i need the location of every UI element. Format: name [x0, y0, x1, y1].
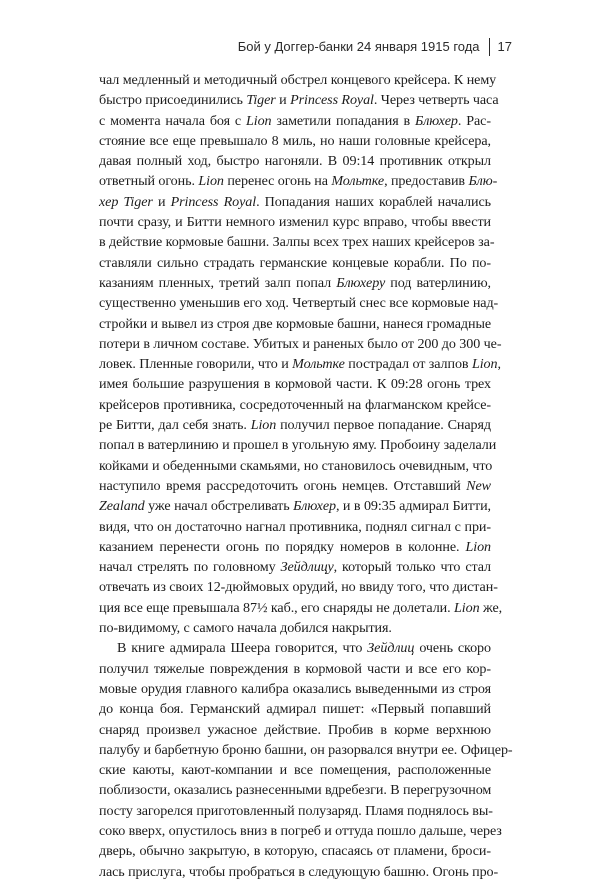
italic-text: Блюхеру [336, 274, 386, 291]
text-run: , предоставив [384, 173, 469, 190]
text-run: получил первое попадание. Снаряд [276, 417, 491, 434]
text-run: по-видимому, с самого начала добился накрытия. [99, 620, 392, 637]
text-line [99, 374, 491, 394]
text-line [99, 598, 503, 618]
text-run: соко вверх, опустилось вниз в погреб и оттуда пошло дальше, через [99, 822, 502, 839]
text-run: отвечать из своих 12-дюймовых орудий, но ввиду того, что дистан- [99, 579, 498, 596]
text-line [99, 862, 499, 882]
italic-text: New [466, 477, 491, 494]
text-run: под ватерлинию, [385, 274, 491, 291]
text-line [99, 841, 491, 861]
running-head-title: Бой у Доггер-банки 24 января 1915 года [237, 39, 480, 54]
text-run: заметили попадания в [271, 112, 415, 129]
text-line [99, 496, 491, 516]
text-line [99, 557, 491, 577]
text-run: существенно уменьшив его ход. Четвертый снес все кормовые над- [99, 295, 499, 312]
text-line [99, 435, 497, 455]
text-run: уже начал обстреливать [144, 498, 294, 515]
text-run: В книге адмирала Шеера говорится, что [117, 640, 368, 657]
text-line [99, 90, 499, 110]
text-run: мовые орудия главного калибра оказались выведенными из строя [99, 680, 491, 697]
text-line [99, 354, 501, 374]
italic-text: Lion [250, 417, 277, 434]
text-run: . Рас- [457, 112, 491, 129]
body-text [99, 70, 513, 882]
text-line [99, 638, 491, 658]
text-run: видя, что он достаточно нагнал противника, поднял сигнал с при- [99, 518, 491, 535]
text-run: казанием перенести огонь по порядку номеров в колонне. [99, 538, 466, 555]
text-run: ре Битти, дал себя знать. [99, 417, 251, 434]
text-run: быстро присоединились [99, 92, 247, 109]
text-run: до конца боя. Германский адмирал пишет: «Первый попавший [99, 701, 491, 718]
text-run: дверь, обычно закрытую, в которую, спасаясь от пламени, броси- [99, 843, 491, 860]
italic-text: Блю- [468, 173, 498, 190]
text-line [99, 659, 491, 679]
paragraph [99, 70, 503, 638]
text-run: посту загорелся приготовленный полузаряд. Пламя поднялось вы- [99, 802, 493, 819]
paragraph [99, 638, 513, 882]
text-line [99, 293, 499, 313]
italic-text: Блюхер [414, 112, 458, 129]
text-line [99, 232, 495, 252]
text-run: перенес огонь на [223, 173, 332, 190]
text-run: , который только что стал [333, 559, 491, 576]
text-run: ставляли сильно страдать германские концевые корабли. По по- [99, 254, 491, 271]
text-line [99, 760, 491, 780]
italic-text: Princess Royal [290, 92, 374, 109]
text-line [99, 699, 491, 719]
italic-text: Lion [465, 538, 491, 555]
text-line [99, 679, 491, 699]
text-run: ответный огонь. [99, 173, 199, 190]
text-run: поблизости, оказались разнесенными вдребезги. В перегрузочном [99, 782, 492, 799]
text-line [99, 131, 491, 151]
text-run: очень скоро [414, 640, 491, 657]
text-run: лась прислуга, чтобы пробраться в следующую башню. Огонь про- [99, 863, 499, 880]
text-run: казаниям пленных, третий залп попал [99, 274, 337, 291]
text-line [99, 456, 491, 476]
text-run: давая полный ход, быстро нагоняли. В 09:14 противник открыл [99, 153, 491, 170]
text-line [99, 334, 502, 354]
text-line [99, 476, 491, 496]
text-line [99, 151, 491, 171]
text-run: почти сразу, и Битти немного изменил курс вправо, чтобы ввести [99, 214, 491, 231]
text-run: чал медленный и методичный обстрел концевого крейсера. К нему [99, 72, 497, 88]
text-run: с момента начала боя с [99, 112, 246, 129]
text-run: крейсеров противника, сосредоточенный на флагманском крейсе- [99, 396, 491, 413]
text-line [99, 618, 491, 638]
text-line [99, 517, 491, 537]
italic-text: Lion [454, 599, 480, 616]
text-line [99, 111, 491, 131]
italic-text: Зейдлиц [367, 640, 415, 657]
text-run: ские каюты, кают-компании и все помещения, расположенные [99, 762, 491, 779]
text-line [99, 780, 491, 800]
text-run: койками и обеденными скамьями, но становилось очевидным, что [99, 457, 493, 474]
running-head [238, 38, 512, 56]
text-line [99, 537, 491, 557]
text-run: стройки и вывел из строя две кормовые башни, нанеся громадные [99, 315, 492, 332]
text-line [99, 70, 497, 90]
text-run: же, [479, 599, 503, 616]
text-run: стояние все еще превышало 8 миль, но наши головные крейсера, [99, 132, 491, 149]
italic-text: хер Tiger [99, 193, 153, 210]
italic-text: Zealand [99, 498, 145, 515]
text-run: получил тяжелые повреждения в кормовой части и все его кор- [99, 660, 491, 677]
text-run: пострадал от залпов [344, 356, 472, 373]
italic-text: Lion [471, 356, 498, 373]
text-line [99, 415, 491, 435]
page-number: 17 [497, 39, 512, 54]
text-run: . Через четверть часа [373, 92, 499, 109]
text-run: ция все еще превышала 87½ каб., его снаряды не долетали. [99, 599, 455, 616]
text-line [99, 801, 491, 821]
text-run: попал в ватерлинию и прошел в угольную яму. Пробоину заделали [99, 437, 497, 454]
text-run: в действие кормовые башни. Залпы всех трех наших крейсеров за- [99, 234, 495, 251]
text-run: , и в 09:35 адмирал Битти, [335, 498, 491, 515]
text-run: имея большие разрушения в кормовой части. К 09:28 огонь трех [99, 376, 491, 393]
text-run: и [275, 92, 291, 109]
text-line [99, 192, 491, 212]
italic-text: Зейдлицу [280, 559, 334, 576]
text-line [99, 253, 491, 273]
text-line [99, 314, 491, 334]
text-run: снаряд произвел ужасное действие. Пробив в корме верхнюю [99, 721, 491, 738]
text-line [99, 171, 498, 191]
italic-text: Блюхер [293, 498, 336, 515]
text-run: ловек. Пленные говорили, что и [99, 356, 293, 373]
italic-text: Princess Royal [170, 193, 257, 210]
text-run: палубу и барбетную броню башни, он разорвался внутри ее. Офицер- [99, 741, 513, 758]
text-line [99, 395, 491, 415]
text-run: потери в личном составе. Убитых и раненых было от 200 до 300 че- [99, 335, 502, 352]
italic-text: Lion [198, 173, 224, 190]
text-run: и [152, 193, 171, 210]
text-run: начал стрелять по головному [99, 559, 281, 576]
italic-text: Tiger [246, 92, 276, 109]
text-run: наступило время рассредоточить огонь немцев. Отставший [99, 477, 467, 494]
italic-text: Мольтке [331, 173, 385, 190]
text-line [99, 720, 491, 740]
text-line [99, 212, 491, 232]
text-line [99, 577, 498, 597]
text-run: , [497, 356, 501, 373]
running-head-divider [489, 38, 490, 56]
text-line [99, 273, 491, 293]
italic-text: Мольтке [292, 356, 345, 373]
text-line [99, 821, 502, 841]
italic-text: Lion [245, 112, 272, 129]
text-run: . Попадания наших кораблей начались [256, 193, 491, 210]
